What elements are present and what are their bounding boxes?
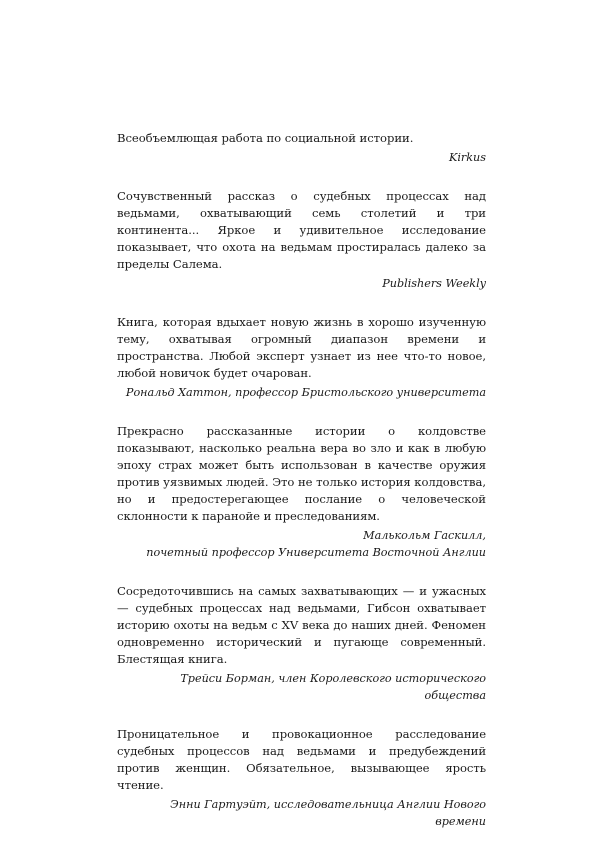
review-source: Трейси Борман, член Королевского исторического общества bbox=[180, 672, 486, 702]
review-1 bbox=[117, 130, 486, 166]
review-text: Сосредоточившись на самых захватывающих — и ужасных — судебных процессах над ведьмами, Гибсон охватывает историю охоты на ведьм с XV века до наших дней. Феномен одновременно исторический и пугающе современный. Блестящая книга. bbox=[117, 584, 486, 666]
review-source: Малькольм Гаскилл, bbox=[363, 529, 486, 542]
review-source: Энни Гартуэйт, исследовательница Англии Нового времени bbox=[170, 798, 486, 828]
review-source: Kirkus bbox=[448, 151, 486, 164]
praise-page bbox=[117, 130, 486, 852]
review-source-affiliation: почетный профессор Университета Восточной Англии bbox=[146, 546, 486, 559]
review-6 bbox=[117, 726, 486, 830]
review-text: Сочувственный рассказ о судебных процессах над ведьмами, охватывающий семь столетий и три континента... Яркое и удивительное исследование показывает, что охота на ведьмам простиралась далеко за пределы Салема. bbox=[117, 189, 486, 271]
review-5 bbox=[117, 583, 486, 704]
review-text: Книга, которая вдыхает новую жизнь в хорошо изученную тему, охватывая огромный диапазон времени и пространства. Любой эксперт узнает из нее что-то новое, любой новичок будет очарован. bbox=[117, 315, 486, 380]
review-2 bbox=[117, 188, 486, 292]
review-4 bbox=[117, 423, 486, 561]
review-source: Publishers Weekly bbox=[382, 277, 486, 290]
review-source: Рональд Хаттон, профессор Бристольского университета bbox=[125, 386, 486, 399]
review-text: Проницательное и провокационное расследование судебных процессов над ведьмами и предубеждений против женщин. Обязательное, вызывающее ярость чтение. bbox=[117, 727, 486, 792]
review-text: Всеобъемлющая работа по социальной истории. bbox=[117, 131, 414, 145]
review-3 bbox=[117, 314, 486, 401]
review-text: Прекрасно рассказанные истории о колдовстве показывают, насколько реальна вера во зло и как в любую эпоху страх может быть использован в качестве оружия против уязвимых людей. Это не только история колдовства, но и предостерегающее послание о человеческой склонности к паранойе и преследованиям. bbox=[117, 424, 486, 523]
